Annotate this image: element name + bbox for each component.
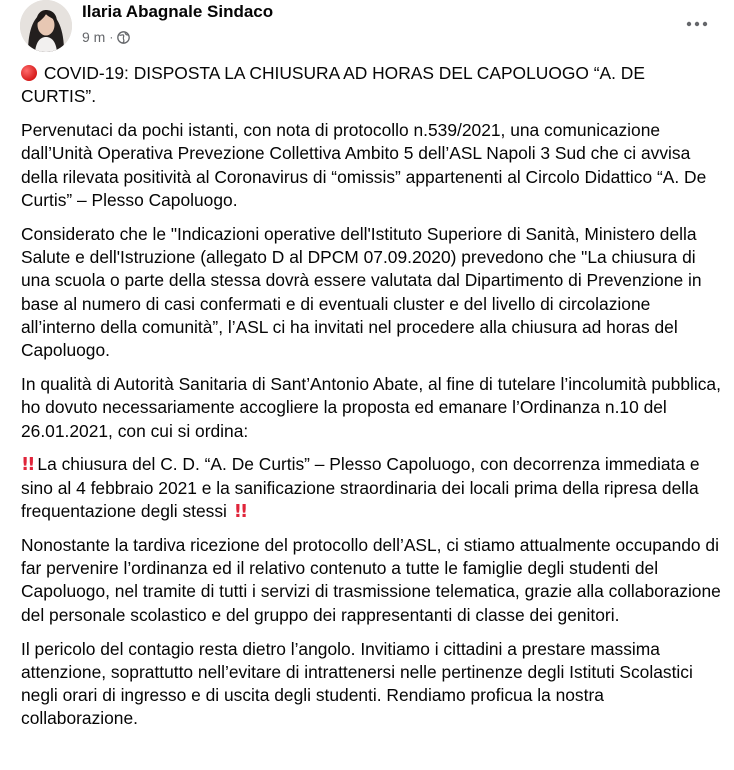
post-title: COVID-19: DISPOSTA LA CHIUSURA AD HORAS DEL CAPOLUOGO “A. DE CURTIS”. [21, 63, 645, 107]
post-title-paragraph [21, 62, 721, 109]
ordinance-text: La chiusura del C. D. “A. De Curtis” – Plesso Capoluogo, con decorrenza immediata e sino al 4 febbraio 2021 e la sanificazione straordinaria dei locali prima della ripresa della frequentazione degli stessi [21, 454, 700, 522]
ordinance-paragraph [21, 453, 721, 523]
meta-separator: · [109, 30, 114, 44]
paragraph-1: Pervenutaci da pochi istanti, con nota di protocollo n.539/2021, una comunicazione dall’Unità Operativa Prevezione Collettiva Ambito 5 dell’ASL Napoli 3 Sud che ci avvisa della rilevata positività al Coronavirus di “omissis” appartenenti al Circolo Didattico “A. De Curtis” – Plesso Capoluogo. [21, 120, 707, 210]
author-avatar[interactable] [20, 0, 72, 52]
more-options-icon[interactable] [682, 12, 712, 36]
paragraph-3: In qualità di Autorità Sanitaria di Sant’Antonio Abate, al fine di tutelare l’incolumità pubblica, ho dovuto necessariamente accogliere la proposta ed emanare l’Ordinanza n.10 del 26.01.2021, con cui si ordina: [21, 374, 721, 441]
double-exclamation-icon: !! [233, 501, 247, 523]
avatar-image [20, 0, 72, 52]
double-exclamation-icon: !! [21, 454, 34, 476]
post-meta [82, 29, 130, 45]
paragraph-4: Nonostante la tardiva ricezione del protocollo dell’ASL, ci stiamo attualmente occupando di far pervenire l’ordinanza ed il relativo contenuto a tutte le famiglie degli studenti del Capoluogo, nel tramite di tutti i servizi di trasmissione telematica, grazie alla collaborazione del personale scolastico e del gruppo dei rappresentanti di classe dei genitori. [21, 534, 721, 625]
post-header [20, 0, 720, 54]
red-circle-emoji [21, 65, 37, 81]
paragraph-2: Considerato che le "Indicazioni operative dell'Istituto Superiore di Sanità, Ministero della Salute e dell'Istruzione (allegato D al DPCM 07.09.2020) prevedono che "La chiusura di una scuola o parte della stessa dovrà essere valutata dal Dipartimento di Prevenzione in base al numero di casi confermati e di eventuali cluster e del livello di circolazione all’interno della comunità”, l’ASL ci ha invitati nel procedere alla chiusura ad horas del Capoluogo. [21, 223, 702, 361]
post-body [21, 62, 721, 741]
globe-icon[interactable] [117, 31, 130, 44]
paragraph-5: Il pericolo del contagio resta dietro l’angolo. Invitiamo i cittadini a prestare massima attenzione, soprattutto nell’evitare di intrattenersi nelle pertinenze degli Istituti Scolastici negli orari di ingresso e di uscita degli studenti. Rendiamo proficua la nostra collaborazione. [21, 638, 693, 729]
post-timestamp[interactable]: 9 m [82, 29, 106, 45]
author-name[interactable]: Ilaria Abagnale Sindaco [82, 2, 274, 21]
